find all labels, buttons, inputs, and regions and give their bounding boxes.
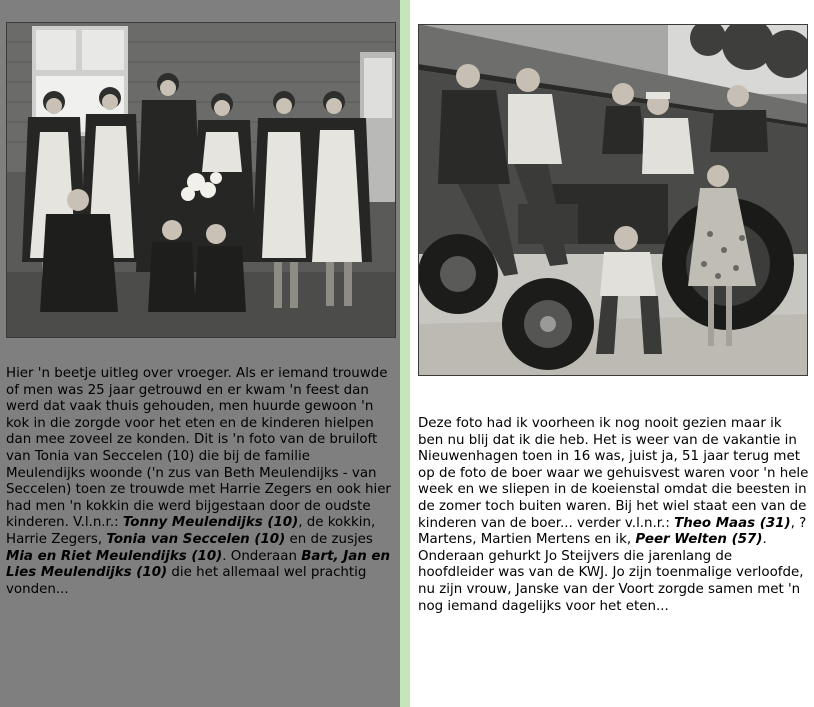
left-panel — [0, 0, 400, 707]
name-highlight: Tonny Meulendijks (10) — [122, 515, 299, 531]
text-segment: en de zusjes — [285, 531, 373, 547]
text-segment: . Onderaan gehurkt Jo Steijvers die jarenlang de hoofdleider was van de KWJ. Jo zijn toenmalige verloofde, nu zijn vrouw, Janske van der Voort zorgde samen met 'n nog iemand dagelijks voor het eten... — [418, 532, 804, 614]
column-divider — [400, 0, 410, 707]
text-segment: Hier 'n beetje uitleg over vroeger. Als er iemand trouwde of men was 25 jaar getrouwd en er kwam 'n feest dan werd dat vaak thuis gehouden, men huurde gewoon 'n kok in die zorgde voor het eten en de kinderen hielpen dan mee zoveel ze konden. Dit is 'n foto van de bruiloft van Tonia van Seccelen (10) die bij de familie Meulendijks woonde ('n zus van Beth Meulendijks - van Seccelen) toen ze trouwde met Harrie Zegers en ook hier had men 'n kokkin die werd bijgestaan door de oudste kinderen. V.l.n.r.: — [6, 366, 391, 531]
left-description — [6, 366, 392, 598]
text-segment: , de kokkin, Harrie Zegers, — [6, 515, 376, 547]
name-highlight: Peer Welten (57) — [635, 532, 763, 548]
name-highlight: Tonia van Seccelen (10) — [106, 531, 286, 547]
tractor-photo-image — [418, 24, 808, 376]
right-description — [418, 416, 810, 615]
wedding-photo-image — [6, 22, 396, 338]
text-segment: die het allemaal wel prachtig vonden... — [6, 565, 367, 597]
text-segment: Deze foto had ik voorheen ik nog nooit gezien maar ik ben nu blij dat ik die heb. Het is weer van de vakantie in Nieuwenhagen toen in 16 was, juist ja, 51 jaar terug met op de foto de boer waar we gehuisvest waren voor 'n hele week en we sliepen in de koeienstal omdat die beesten in de zomer toch buiten waren. Bij het wiel staat een van de kinderen van de boer... verder v.l.n.r.: — [418, 416, 809, 531]
name-highlight: Bart, Jan en Lies Meulendijks (10) — [6, 548, 391, 581]
tractor-photo — [418, 24, 808, 376]
text-segment: . Onderaan — [222, 548, 302, 564]
wedding-photo — [6, 22, 396, 338]
right-panel — [410, 0, 814, 707]
name-highlight: Mia en Riet Meulendijks (10) — [6, 548, 223, 564]
name-highlight: Theo Maas (31) — [674, 515, 791, 531]
text-segment: , ? Martens, Martien Mertens en ik, — [418, 515, 807, 548]
